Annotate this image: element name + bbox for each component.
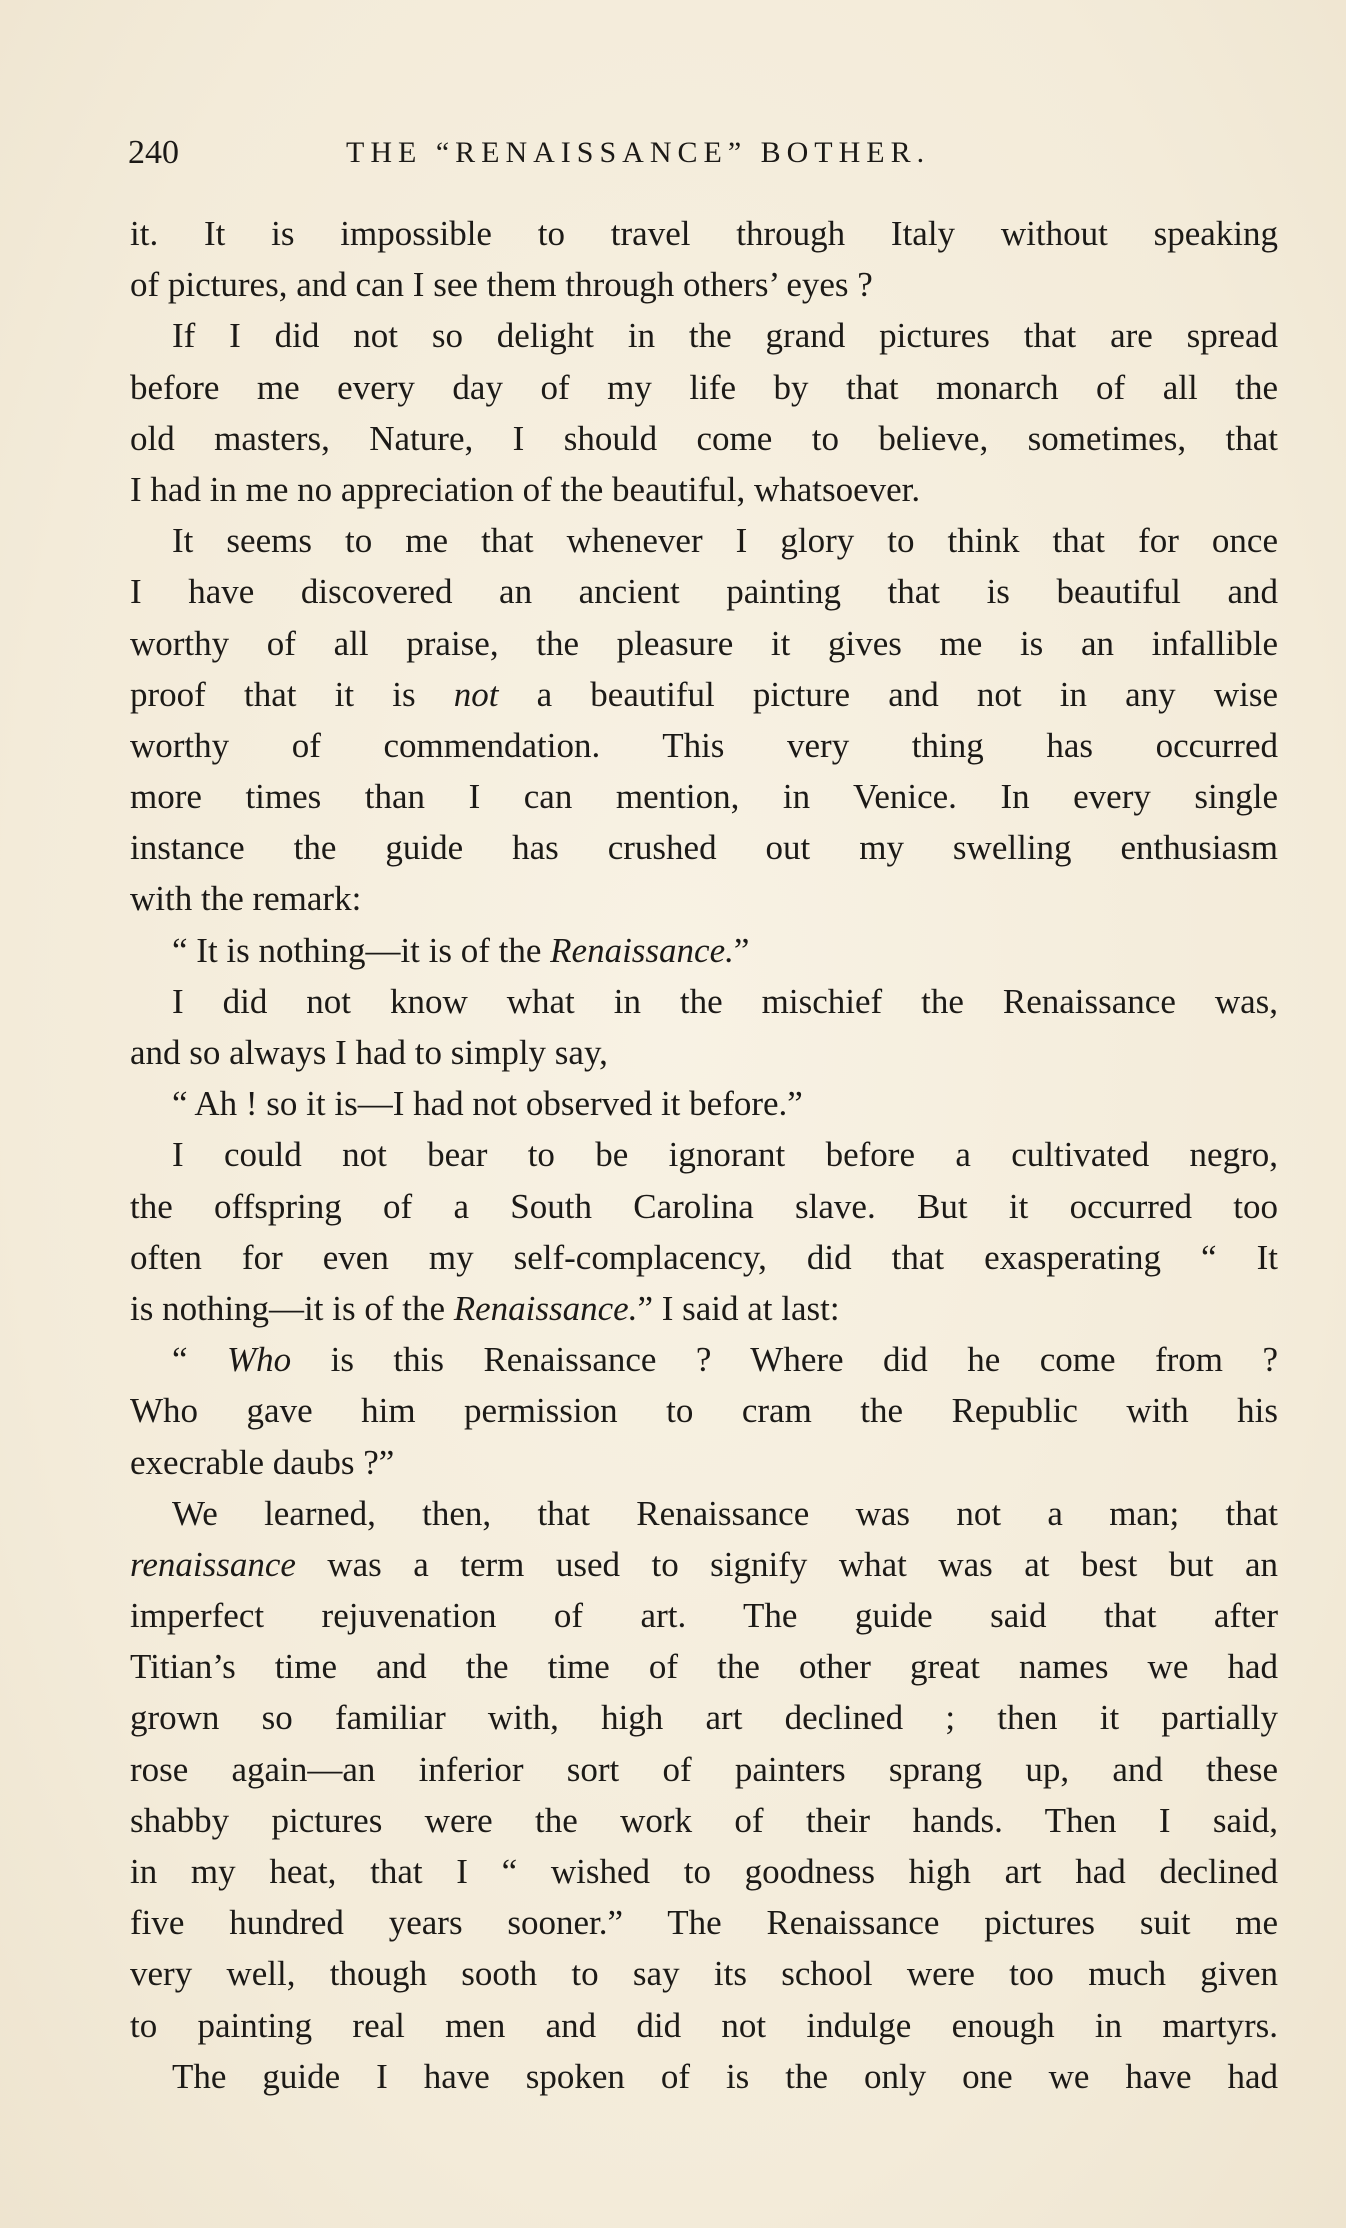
text-line: with the remark: [130,879,362,919]
text-line: worthy of commendation. This very thing has occurred [130,725,1278,765]
page-number: 240 [128,134,179,171]
text-line: “ It is nothing—it is of the Renaissance.” [172,930,750,970]
text-line: very well, though sooth to say its school were too much given [130,1954,1278,1994]
text-line: old masters, Nature, I should come to believe, sometimes, that [130,418,1278,458]
text-line: in my heat, that I “ wished to goodness high art had declined [130,1852,1278,1891]
text-line: before me every day of my life by that monarch of all the [130,367,1278,407]
text-line: to painting real men and did not indulge enough in martyrs. [130,2005,1278,2045]
text-line: often for even my self-complacency, did that exasperating “ It [130,1237,1278,1277]
body-text [130,208,1278,2102]
text-line: execrable daubs ?” [130,1442,395,1482]
text-line: instance the guide has crushed out my swelling enthusiasm [130,828,1278,868]
text-line: more times than I can mention, in Venice. In every single [130,777,1278,817]
text-line: grown so familiar with, high art declined ; then it partially [130,1698,1278,1738]
text-line: renaissance was a term used to signify what was at best but an [130,1544,1278,1584]
text-line: I have discovered an ancient painting that is beautiful and [130,572,1278,612]
text-line: We learned, then, that Renaissance was not a man; that [172,1493,1278,1533]
italic-word: not [453,674,499,714]
text-line: of pictures, and can I see them through others’ eyes ? [130,265,873,305]
text-line: rose again—an inferior sort of painters sprang up, and these [130,1749,1278,1789]
italic-word: Who [227,1340,292,1380]
text-line: imperfect rejuvenation of art. The guide said that after [130,1596,1278,1636]
text-line: and so always I had to simply say, [130,1033,608,1072]
text-line: I did not know what in the mischief the Renaissance was, [172,981,1278,1021]
text-line: Titian’s time and the time of the other great names we had [130,1647,1278,1687]
text-line: I had in me no appreciation of the beautiful, whatsoever. [130,469,921,509]
italic-word: renaissance [130,1544,296,1584]
text-line: is nothing—it is of the Renaissance.” I said at last: [130,1288,840,1328]
text-line: proof that it is not a beautiful picture and not in any wise [130,674,1278,714]
text-line: five hundred years sooner.” The Renaissance pictures suit me [130,1903,1278,1943]
text-line: Who gave him permission to cram the Republic with his [130,1391,1278,1431]
page-header [128,128,1278,178]
text-line: The guide I have spoken of is the only one we have had [172,2056,1278,2096]
text-line: it. It is impossible to travel through Italy without speaking [130,214,1278,253]
text-line: I could not bear to be ignorant before a cultivated negro, [172,1135,1278,1175]
text-line: shabby pictures were the work of their hands. Then I said, [130,1800,1278,1840]
text-line: If I did not so delight in the grand pictures that are spread [172,316,1278,356]
running-title: THE “RENAISSANCE” BOTHER. [346,136,931,169]
text-line: It seems to me that whenever I glory to think that for once [172,521,1278,561]
italic-word: Renaissance. [550,930,734,970]
text-line: “ Ah ! so it is—I had not observed it before.” [172,1084,803,1124]
italic-word: Renaissance. [453,1288,638,1328]
text-line: worthy of all praise, the pleasure it gives me is an infallible [130,623,1278,663]
text-line: “ Who is this Renaissance ? Where did he come from ? [172,1340,1278,1380]
text-line: the offspring of a South Carolina slave. But it occurred too [130,1186,1278,1226]
